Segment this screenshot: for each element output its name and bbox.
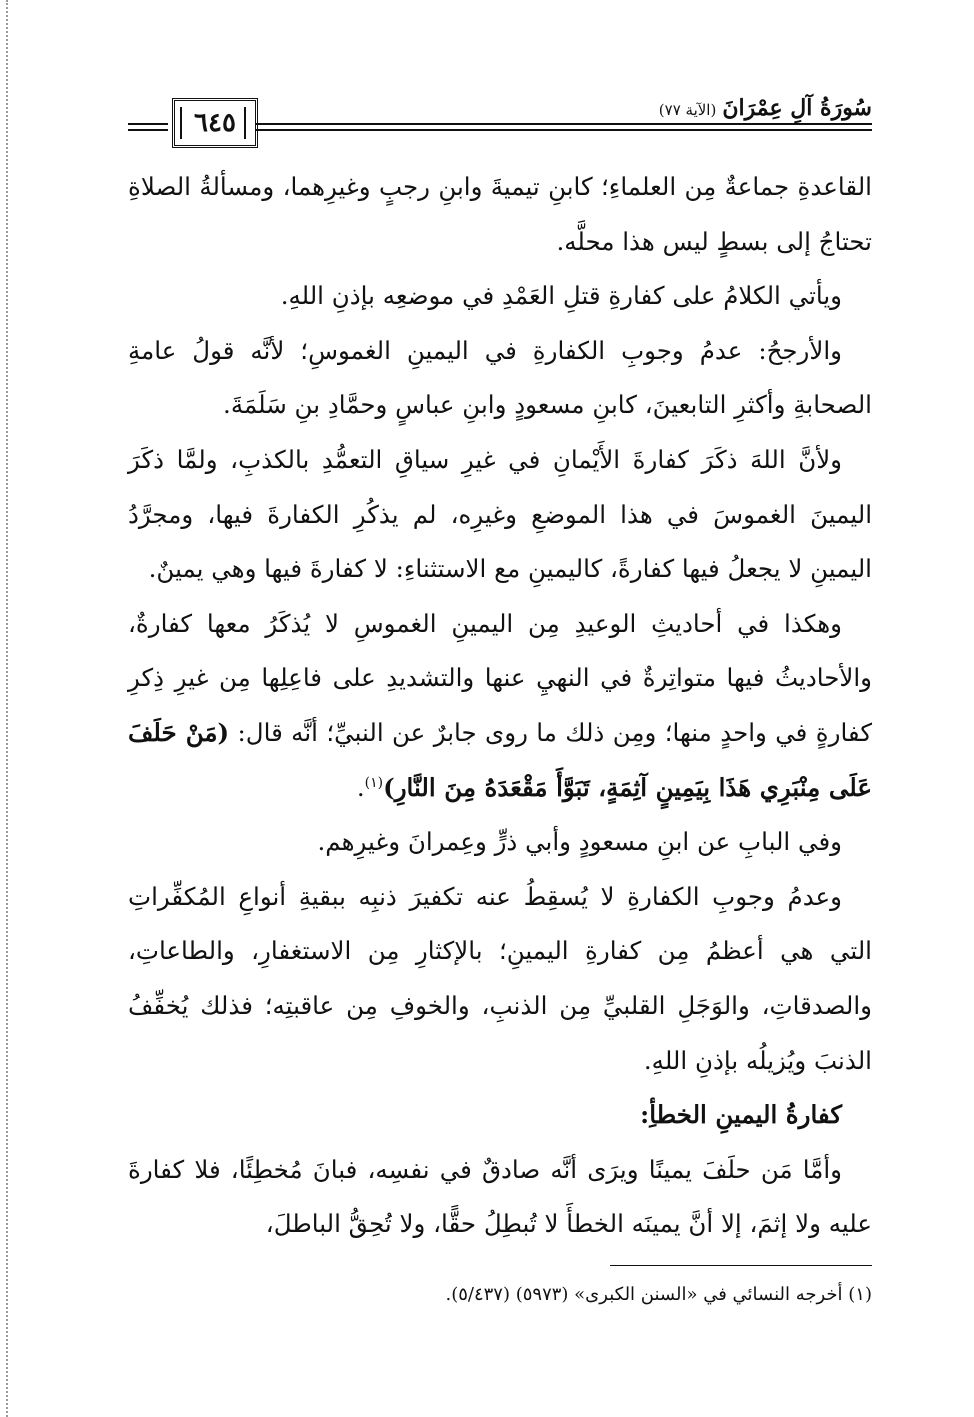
paragraph-text: وهكذا في أحاديثِ الوعيدِ مِن اليمينِ الغموسِ لا يُذكَرُ معها كفارةٌ، والأحاديثُ فيها متواتِرةٌ في النهيِ عنها والتشديدِ على فاعِلِها مِن غيرِ ذِكرِ كفارةٍ في واحدٍ منها؛ ومِن ذلك ما روى جابرٌ عن النبيِّ؛ أنَّه قال: — [128, 608, 872, 747]
page-edge — [6, 0, 8, 1417]
header-rule — [128, 123, 168, 125]
page-number — [172, 98, 258, 148]
page-header — [128, 95, 872, 147]
section-heading: كفارةُ اليمينِ الخطأِ: — [640, 1100, 842, 1130]
footnotes — [102, 1282, 872, 1308]
paragraph: القاعدةِ جماعةٌ مِن العلماءِ؛ كابنِ تيميةَ وابنِ رجبٍ وغيرِهما، ومسألةُ الصلاةِ تحتاجُ إلى بسطٍ ليس هذا محلَّه. — [128, 172, 872, 256]
paragraph: وعدمُ وجوبِ الكفارةِ لا يُسقِطُ عنه تكفيرَ ذنبِه ببقيةِ أنواعِ المُكفِّراتِ التي هي أعظمُ مِن كفارةِ اليمينِ؛ بالإكثارِ مِن الاستغفارِ، والطاعاتِ، والصدقاتِ، والوَجَلِ القلبيِّ مِن الذنبِ، والخوفِ مِن عاقبتِه؛ فذلك يُخفِّفُ الذنبَ ويُزيلُه بإذنِ اللهِ. — [128, 881, 872, 1075]
sentence-end: . — [356, 772, 365, 802]
paragraph: وفي البابِ عن ابنِ مسعودٍ وأبي ذرٍّ وعِمرانَ وغيرِهم. — [317, 827, 842, 857]
paragraph: ويأتي الكلامُ على كفارةِ قتلِ العَمْدِ في موضعِه بإذنِ اللهِ. — [280, 281, 842, 311]
paragraph — [128, 597, 872, 815]
surah-name: سُورَةُ آلِ عِمْرَانَ — [722, 95, 872, 121]
footnote-separator — [610, 1265, 872, 1266]
main-text — [128, 160, 872, 1252]
footnote: (١) أخرجه النسائي في «السنن الكبرى» (٥٩٧٣) (٥/٤٣٧). — [445, 1284, 872, 1305]
verse-reference: (الآية ٧٧) — [658, 101, 717, 119]
running-head — [653, 95, 872, 121]
footnote-marker[interactable]: (١) — [364, 774, 384, 791]
header-rule — [256, 129, 872, 131]
header-rule — [256, 123, 872, 125]
paragraph: وأمَّا مَن حلَفَ يمينًا ويرَى أنَّه صادقٌ في نفسِه، فبانَ مُخطِئًا، فلا كفارةَ عليه ولا إثمَ، إلا أنَّ يمينَه الخطأَ لا تُبطِلُ حقًّا، ولا تُحِقُّ الباطلَ، — [128, 1154, 872, 1239]
paragraph: والأرجحُ: عدمُ وجوبِ الكفارةِ في اليمينِ الغموسِ؛ لأنَّه قولُ عامةِ الصحابةِ وأكثرِ التابعينَ، كابنِ مسعودٍ وابنِ عباسٍ وحمَّادِ بنِ سَلَمَةَ. — [128, 335, 872, 420]
header-rule — [128, 129, 168, 131]
hadith-quote: (مَنْ حَلَفَ عَلَى مِنْبَرِي هَذَا بِيَمِينٍ آثِمَةٍ، تَبَوَّأَ مَقْعَدَهُ مِنَ النَّارِ) — [128, 717, 872, 802]
paragraph: ولأنَّ اللهَ ذكَرَ كفارةَ الأَيْمانِ في غيرِ سياقِ التعمُّدِ بالكذبِ، ولمَّا ذكَرَ اليمينَ الغموسَ في هذا الموضعِ وغيرِه، لم يذكُرِ الكفارةَ فيها، ومجرَّدُ اليمينِ لا يجعلُ فيها كفارةً، كاليمينِ مع الاستثناءِ: لا كفارةَ فيها وهي يمينٌ. — [128, 444, 872, 584]
page-number-text: ٦٤٥ — [194, 108, 236, 138]
